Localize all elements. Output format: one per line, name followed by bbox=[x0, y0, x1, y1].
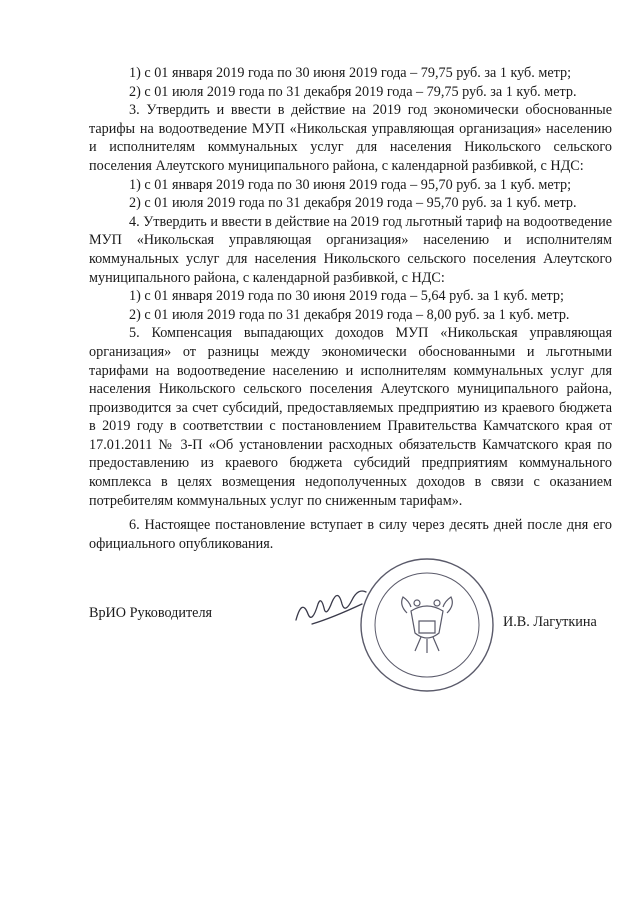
signatory-title: ВрИО Руководителя bbox=[89, 605, 213, 621]
document-body bbox=[89, 64, 612, 553]
clause-4: 4. Утвердить и ввести в действие на 2019 год льготный тариф на водоотведение МУП «Никольская управляющая организация» населению и исполнителям коммунальных услуг для населения Никольского сельского поселения Алеутского муниципального района, с календарной разбивкой, с НДС: bbox=[89, 213, 612, 286]
clause-3: 3. Утвердить и ввести в действие на 2019 год экономически обоснованные тарифы на водоотведение МУП «Никольская управляющая организация» населению и исполнителям коммунальных услуг для населения Никольского сельского поселения Алеутского муниципального района, с календарной разбивкой, с НДС: bbox=[89, 102, 612, 174]
tariff-line-4: 2) с 01 июля 2019 года по 31 декабря 2019 года – 95,70 руб. за 1 куб. метр. bbox=[129, 195, 577, 212]
clause-6: 6. Настоящее постановление вступает в силу через десять дней после дня его официального опубликования. bbox=[89, 517, 612, 552]
clause-5: 5. Компенсация выпадающих доходов МУП «Никольская управляющая организация» от разницы между экономически обоснованными и льготными тарифами на водоотведение населению и исполнителям коммунальных услуг для населения Никольского сельского поселения Алеутского муниципального района, производится за счет субсидий, предоставляемых предприятию из краевого бюджета в 2019 году в соответствии с постановлением Правительства Камчатского края от 17.01.2011 № 3-П «Об установлении расходных обязательств Камчатского края по предоставлению из краевого бюджета субсидий предприятиям коммунального комплекса в целях возмещения недополученных доходов в связи с оказанием потребителям коммунальных услуг по сниженным тарифам». bbox=[89, 325, 612, 509]
tariff-line-2: 2) с 01 июля 2019 года по 31 декабря 2019 года – 79,75 руб. за 1 куб. метр. bbox=[129, 83, 577, 100]
coat-of-arms-icon bbox=[402, 597, 453, 653]
signatory-name: И.В. Лагуткина bbox=[503, 614, 597, 630]
handwritten-signature bbox=[292, 590, 372, 630]
tariff-line-5: 1) с 01 января 2019 года по 30 июня 2019 года – 5,64 руб. за 1 куб. метр; bbox=[129, 288, 564, 305]
tariff-line-3: 1) с 01 января 2019 года по 30 июня 2019 года – 95,70 руб. за 1 куб. метр; bbox=[129, 176, 572, 193]
tariff-line-6: 2) с 01 июля 2019 года по 31 декабря 2019 года – 8,00 руб. за 1 куб. метр. bbox=[129, 306, 570, 323]
official-seal bbox=[357, 555, 497, 695]
tariff-line-1: 1) с 01 января 2019 года по 30 июня 2019 года – 79,75 руб. за 1 куб. метр; bbox=[129, 65, 572, 81]
